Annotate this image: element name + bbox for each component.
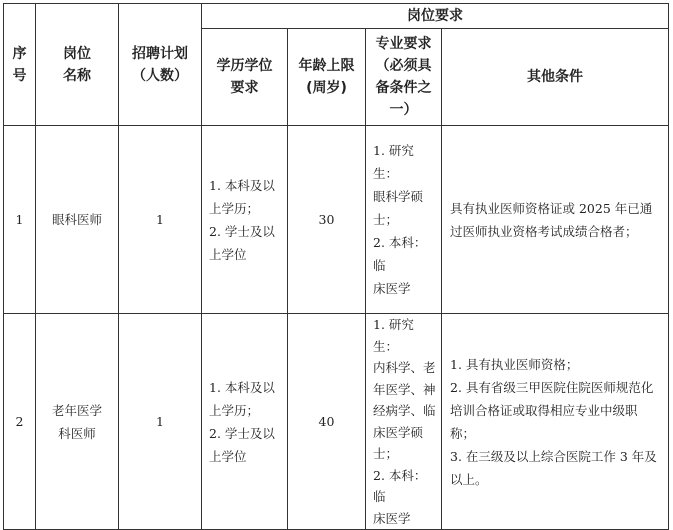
cell-position: 眼科医师: [36, 126, 119, 314]
cell-education: 1. 本科及以 上学历； 2. 学士及以 上学位: [202, 126, 288, 314]
cell-education: 1. 本科及以 上学历； 2. 学士及以 上学位: [202, 314, 288, 530]
header-education: 学历学位 要求: [202, 29, 288, 126]
header-other: 其他条件: [442, 29, 669, 126]
cell-index: 1: [4, 126, 36, 314]
cell-index: 2: [4, 314, 36, 530]
cell-other: 1. 具有执业医师资格； 2. 具有省级三甲医院住院医师规范化 培训合格证或取得相应专业中级职 称； 3. 在三级及以上综合医院工作 3 年及 以上。: [442, 314, 669, 530]
cell-other: 具有执业医师资格证或 2025 年已通 过医师执业资格考试成绩合格者；: [442, 126, 669, 314]
header-plan: 招聘计划 （人数）: [119, 4, 202, 126]
cell-plan: 1: [119, 314, 202, 530]
cell-plan: 1: [119, 126, 202, 314]
recruitment-table: [3, 3, 669, 530]
header-major: 专业要求 （必须具 备条件之 一）: [366, 29, 442, 126]
header-position: 岗位 名称: [36, 4, 119, 126]
cell-age: 30: [288, 126, 366, 314]
header-group-requirements: 岗位要求: [202, 4, 669, 29]
header-row-1: [4, 4, 669, 29]
table-row: [4, 314, 669, 530]
cell-position: 老年医学科医师: [36, 314, 119, 530]
table-row: [4, 126, 669, 314]
header-index: 序 号: [4, 4, 36, 126]
cell-age: 40: [288, 314, 366, 530]
cell-major: 1. 研究生： 内科学、老 年医学、神 经病学、临 床医学硕 士； 2. 本科：临 床医学: [366, 314, 442, 530]
header-age: 年龄上限 (周岁): [288, 29, 366, 126]
cell-major: 1. 研究生： 眼科学硕 士； 2. 本科：临 床医学: [366, 126, 442, 314]
